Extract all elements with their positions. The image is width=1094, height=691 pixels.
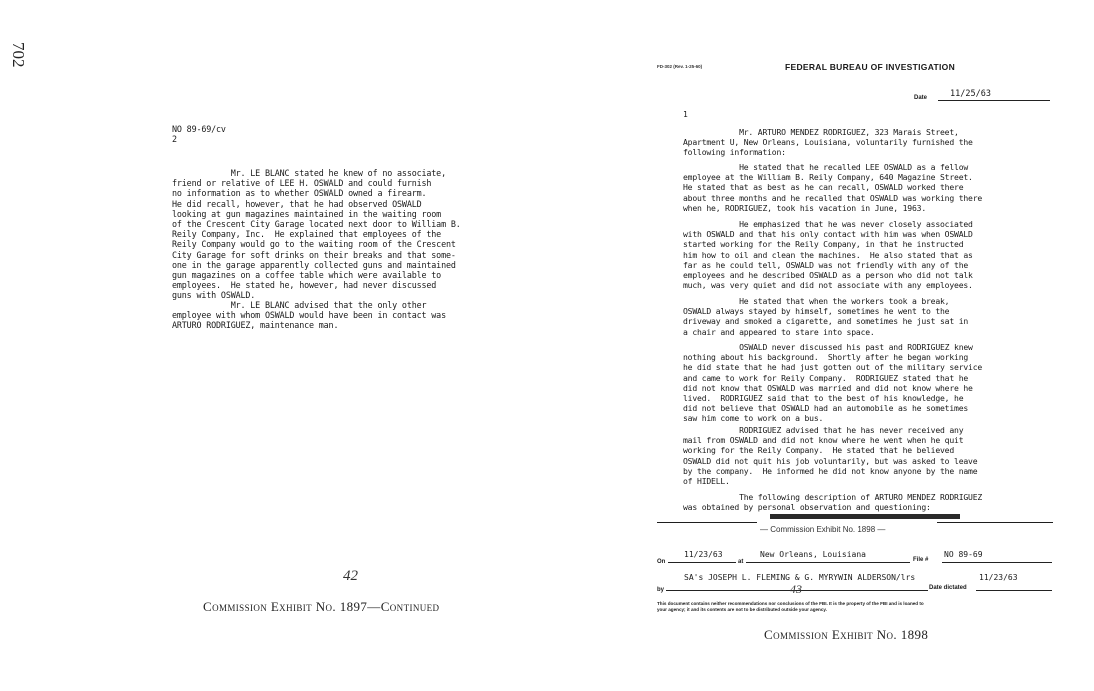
right-handwritten-page-number: 43 <box>790 582 802 596</box>
exhibit-stamp: — Commission Exhibit No. 1898 — <box>760 525 886 534</box>
date-value: 11/25/63 <box>950 89 991 99</box>
left-paragraph-2: Mr. LE BLANC advised that the only other employee with whom OSWALD would have been in contact was ARTURO RODRIGUEZ, maintenance man. <box>172 300 446 331</box>
redaction-smudge <box>770 514 960 519</box>
right-paragraph-5: OSWALD never discussed his past and RODRIGUEZ knew nothing about his background. Shortly after he began working he did state that he had just gotten out of the military service and came to work for Reily Company. RODRIGUEZ stated that he did not know that OSWALD was married and did not know where he lived. RODRIGUEZ said that to the best of his knowledge, he did not believe that OSWALD had an automobile as he sometimes saw him come to work on a bus. <box>683 342 983 424</box>
file-label: File # <box>913 557 929 563</box>
form-rule-left <box>657 522 757 523</box>
fbi-footer-note: This document contains neither recommendations nor conclusions of the FBI. It is the property of the FBI and is loaned to your agency; it and its contents are not to be distributed outside your agency. <box>657 601 924 612</box>
left-exhibit-caption: Commission Exhibit No. 1897—Continued <box>203 599 440 614</box>
right-exhibit-caption: Commission Exhibit No. 1898 <box>764 627 929 642</box>
at-label: at <box>738 559 744 565</box>
date-label: Date <box>914 95 928 101</box>
left-handwritten-page-number: 42 <box>343 568 358 584</box>
right-paragraph-3: He emphasized that he was never closely associated with OSWALD and that his only contact with him was when OSWALD started working for the Reily Company, in that he instructed him how to oil and clean the machines. He also stated that as far as he could tell, OSWALD was not friendly with any of the employees and he described OSWALD as a person who did not talk much, was very quiet and did not associate with any employees. <box>683 219 973 291</box>
on-underline <box>668 562 736 563</box>
date-dictated-label: Date dictated <box>929 585 967 591</box>
page-mark: 1 <box>683 110 688 119</box>
on-label: On <box>657 559 666 565</box>
left-file-number: NO 89-69/cv 2 <box>172 124 226 145</box>
file-underline <box>942 562 1052 563</box>
left-paragraph-1: Mr. LE BLANC stated he knew of no associate, friend or relative of LEE H. OSWALD and could furnish no information as to whether OSWALD owned a firearm. He did recall, however, that he had observed OSWALD looking at gun magazines maintained in the waiting room of the Crescent City Garage located next door to William B. Reily Company, Inc. He explained that employees of the Reily Company would go to the waiting room of the Crescent City Garage for soft drinks on their breaks and that some- one in the garage apparently collected guns and maintained gun magazines on a coffee table which were available to employees. He stated he, however, had never discussed guns with OSWALD. <box>172 168 461 301</box>
dictated-underline <box>976 590 1052 591</box>
date-underline <box>938 100 1050 101</box>
right-paragraph-7: The following description of ARTURO MENDEZ RODRIGUEZ was obtained by personal observation and questioning: <box>683 492 983 513</box>
page-number: 702 <box>9 42 28 68</box>
form-number: FD-302 (Rev. 1-25-60) <box>657 64 703 69</box>
right-paragraph-1: Mr. ARTURO MENDEZ RODRIGUEZ, 323 Marais Street, Apartment U, New Orleans, Louisiana, voluntarily furnished the following information: <box>683 127 973 158</box>
on-date-value: 11/23/63 <box>684 550 723 559</box>
date-dictated-value: 11/23/63 <box>979 573 1018 582</box>
right-paragraph-2: He stated that he recalled LEE OSWALD as a fellow employee at the William B. Reily Company, 640 Magazine Street. He stated that as best as he can recall, OSWALD worked there about three months and he recalled that OSWALD was working there when he, RODRIGUEZ, took his vacation in June, 1963. <box>683 162 983 213</box>
agency-header: FEDERAL BUREAU OF INVESTIGATION <box>785 62 956 72</box>
at-underline <box>746 562 910 563</box>
right-paragraph-6: RODRIGUEZ advised that he has never received any mail from OSWALD and did not know where he went when he quit working for the Reily Company. He stated that he believed OSWALD did not quit his job voluntarily, but was asked to leave by the company. He informed he did not know anyone by the name of HIDELL. <box>683 425 978 487</box>
agents-value: SA's JOSEPH L. FLEMING & G. MYRYWIN ALDERSON/lrs <box>684 573 916 582</box>
file-number-value: NO 89-69 <box>944 550 983 559</box>
form-rule-right <box>937 522 1053 523</box>
right-paragraph-4: He stated that when the workers took a break, OSWALD always stayed by himself, sometimes he went to the driveway and smoked a cigarette, and sometimes he just sat in a chair and appeared to stare into space. <box>683 296 969 337</box>
by-label: by <box>657 587 665 593</box>
location-value: New Orleans, Louisiana <box>760 550 866 559</box>
